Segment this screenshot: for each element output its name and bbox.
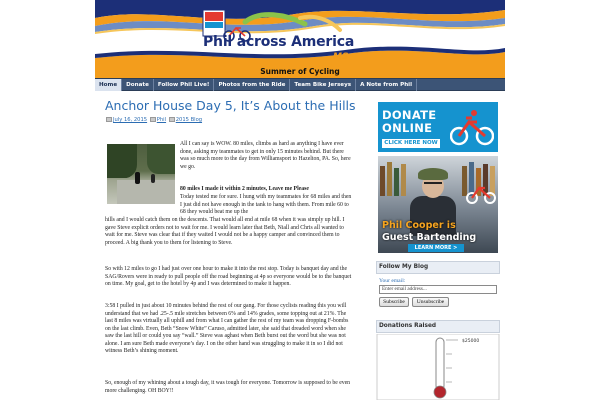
post-author-link[interactable]: Phil xyxy=(156,117,167,123)
donation-goal-label: $25000 xyxy=(462,339,480,344)
post-paragraph-1: All I can say is WOW. 80 miles, climbs as hard as anything I have ever done, asking my teammates to get in only 15 minutes behind. But there was so much more to the day from Williamsport to Hazelton, PA. So, here we go. xyxy=(180,141,351,170)
email-input[interactable]: Enter email address... xyxy=(379,285,497,294)
post-paragraph-2a: Today tested me for sure. I hung with my teammates for 68 miles and then I just did not have enough in the tank to hang with them. From mile 60 to 68 they would beat me up the xyxy=(180,194,352,215)
post-category-link[interactable]: 2015 Blog xyxy=(175,117,203,123)
bicycle-icon xyxy=(450,110,494,146)
donate-online-banner[interactable] xyxy=(378,102,498,152)
post-paragraph-2b: hills and I would catch them on the descents. That would all end at mile 68 when it was simply up hill. I gave Steve explicit orders not to wait for me. I would learn later that Beth, Niall and Chris all wanted to wait for me. Steve was clear that if they waited I would not be a happy camper and convinced them to proceed. A big thank you to them for listening to Steve. xyxy=(105,217,345,246)
ms-logo-text: MS xyxy=(333,52,349,62)
site-tagline: Summer of Cycling xyxy=(95,66,505,78)
post-paragraph-4: 3:58 I pulled in just about 10 minutes behind the rest of our gang. For those cyclists reading this you will understand that we had .25-.5 mile stretches between 6% and 14% grades, some topping out at 21%. The last 8 miles was virtually all uphill and from what I can gather the rest of my team was dropping F-bombs on the last climb. Even, Beth “Snow White” Caruso, admitted later, she said that dreaded word when she saw the last hill or could you say “wall.” Steve was aghast when Beth burst out the word but she was not alone. I am sure Beth made everyone’s day. I on the other hand was struggling to make it in so I did not witness Beth’s shining moment. xyxy=(105,303,349,354)
nav-follow-phil-live[interactable]: Follow Phil Live! xyxy=(154,79,215,91)
post-paragraph-3: So with 12 miles to go I had just over one hour to make it into the rest stop. Today is banquet day and the SAG/Rovers were in ready to pull people off the road beginning at 4p so everyone would be to the banquet on time. My goal, get to the hotel by 4p and I was determined to make it happen. xyxy=(105,266,352,287)
learn-more-button[interactable]: LEARN MORE > xyxy=(408,244,464,252)
author-icon xyxy=(150,117,156,122)
bicycle-icon xyxy=(466,180,496,204)
donations-widget-title: Donations Raised xyxy=(376,320,500,333)
donation-thermometer xyxy=(376,334,500,400)
nav-team-jerseys[interactable]: Team Bike Jerseys xyxy=(290,79,356,91)
post-subheading: 80 miles I made it within 2 minutes, Leave me Please xyxy=(180,186,309,192)
main-nav xyxy=(95,78,505,91)
email-label: Your email: xyxy=(379,278,406,284)
guest-banner-role: Guest Bartending xyxy=(382,232,477,243)
post-paragraph-5: So, enough of my whining about a tough day, it was tough for everyone. Tomorrow is supposed to be even more challenging. OH BOY!! xyxy=(105,380,351,394)
nav-home[interactable]: Home xyxy=(95,79,122,91)
unsubscribe-button[interactable]: Unsubscribe xyxy=(412,297,449,307)
post-photo[interactable] xyxy=(107,144,175,204)
post-content xyxy=(105,98,365,400)
follow-blog-widget-title: Follow My Blog xyxy=(376,261,500,274)
site-header xyxy=(95,0,505,68)
category-folder-icon xyxy=(169,117,175,122)
site-logo-title[interactable]: Phil across America xyxy=(203,34,355,50)
guest-banner-name: Phil Cooper is xyxy=(382,220,456,231)
nav-photos[interactable]: Photos from the Ride xyxy=(214,79,290,91)
nav-note-from-phil[interactable]: A Note from Phil xyxy=(356,79,417,91)
subscribe-button[interactable]: Subscribe xyxy=(379,297,409,307)
sidebar xyxy=(376,98,500,400)
donate-banner-line1: DONATE xyxy=(382,108,437,122)
donate-banner-line2: ONLINE xyxy=(382,121,433,135)
nav-donate[interactable]: Donate xyxy=(122,79,154,91)
calendar-icon xyxy=(106,117,112,122)
post-date-link[interactable]: July 16, 2015 xyxy=(113,117,148,123)
post-title[interactable]: Anchor House Day 5, It’s About the Hills xyxy=(105,98,356,113)
guest-bartending-banner[interactable] xyxy=(378,156,498,253)
post-meta xyxy=(105,116,365,124)
donate-click-here-button[interactable]: CLICK HERE NOW xyxy=(382,139,440,148)
